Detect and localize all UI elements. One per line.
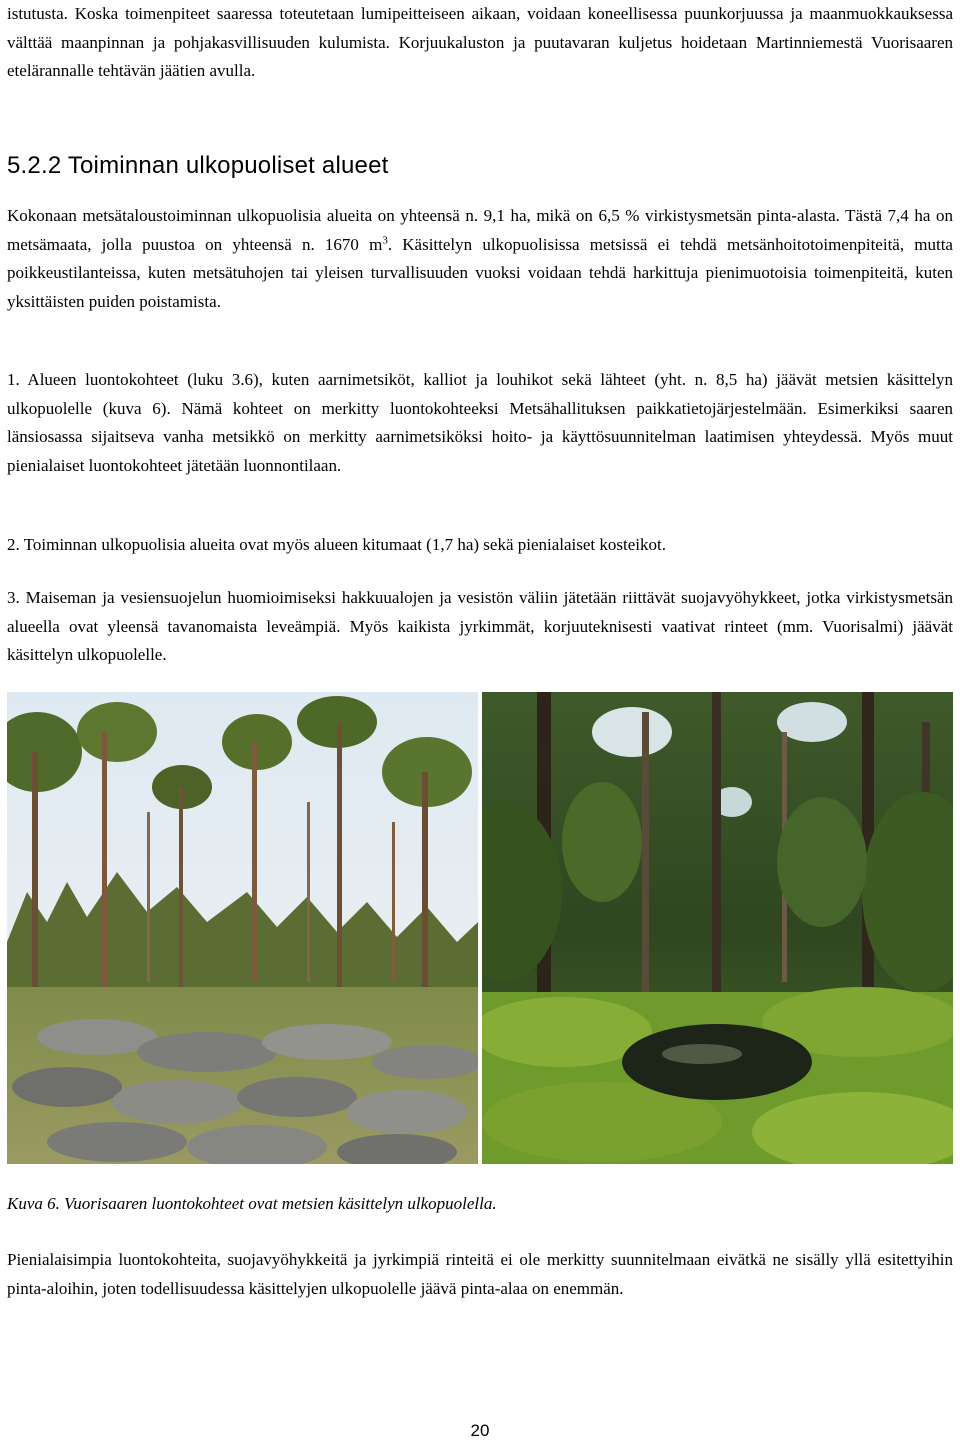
list-item-2: 2. Toiminnan ulkopuolisia alueita ovat myös alueen kitumaat (1,7 ha) sekä pienialaiset kosteikot. (7, 535, 666, 554)
list-item-1: 1. Alueen luontokohteet (luku 3.6), kuten aarnimetsiköt, kalliot ja louhikot sekä lähteet (yht. n. 8,5 ha) jäävät metsien käsittelyn ulkopuolelle (kuva 6). Nämä kohteet on merkitty luontokohteeksi Metsähallituksen paikkatietojärjestelmään. Esimerkiksi saaren länsiosassa sijaitseva vanha metsikkö on merkitty aarnimetsiköksi hoito- ja käyttösuunnitelman laatimisen yhteydessä. Myös muut pienialaiset luontokohteet jätetään luonnontilaan. (7, 370, 953, 475)
photo-boulder-pine-forest (7, 692, 478, 1164)
para1-text-b: . Käsittelyn ulkopuolisissa metsissä ei tehdä metsänhoitotoimenpiteitä, mutta poikkeustilanteissa, kuten metsätuhojen tai yleisen turvallisuuden vuoksi voidaan tehdä harkittuja pienimuotoisia toimenpiteitä, kuten yksittäisten puiden poistamista. (7, 234, 953, 311)
list-item-3: 3. Maiseman ja vesiensuojelun huomioimiseksi hakkuualojen ja vesistön väliin jätetään riittävät suojavyöhykkeet, jotka virkistysmetsän alueella ovat yleensä tavanomaista leveämpiä. Myös kaikista jyrkimmät, korjuuteknisesti vaativat rinteet (mm. Vuorisalmi) jäävät käsittelyn ulkopuolelle. (7, 588, 953, 664)
figure-caption: Kuva 6. Vuorisaaren luontokohteet ovat metsien käsittelyn ulkopuolella. (7, 1194, 497, 1213)
section-paragraph-1 (7, 202, 953, 316)
photo-spruce-forest-pond (482, 692, 953, 1164)
closing-paragraph: Pienialaisimpia luontokohteita, suojavyöhykkeitä ja jyrkimpiä rinteitä ei ole merkitty suunnitelmaan eivätkä ne sisälly yllä esitettyihin pinta-aloihin, joten todellisuudessa käsittelyjen ulkopuolelle jäävä pinta-alaa on enemmän. (7, 1250, 953, 1298)
cubic-superscript: 3 (382, 233, 388, 246)
para1-text-a: Kokonaan metsätaloustoiminnan ulkopuolisia alueita on yhteensä n. 9,1 ha, mikä on 6,5 % virkistysmetsän pinta-alasta. Tästä 7,4 ha on metsämaata, jolla puustoa on yhteensä n. 1670 m (7, 206, 953, 254)
page-number: 20 (470, 1421, 490, 1440)
section-heading: 5.2.2 Toiminnan ulkopuoliset alueet (7, 152, 389, 179)
intro-paragraph: istutusta. Koska toimenpiteet saaressa toteutetaan lumipeitteiseen aikaan, voidaan koneellisessa puunkorjuussa ja maanmuokkauksessa välttää maanpinnan ja pohjakasvillisuuden kulumista. Korjuukaluston ja puutavaran kuljetus hoidetaan Martinniemestä Vuorisaaren etelärannalle tehtävän jäätien avulla. (7, 4, 953, 80)
